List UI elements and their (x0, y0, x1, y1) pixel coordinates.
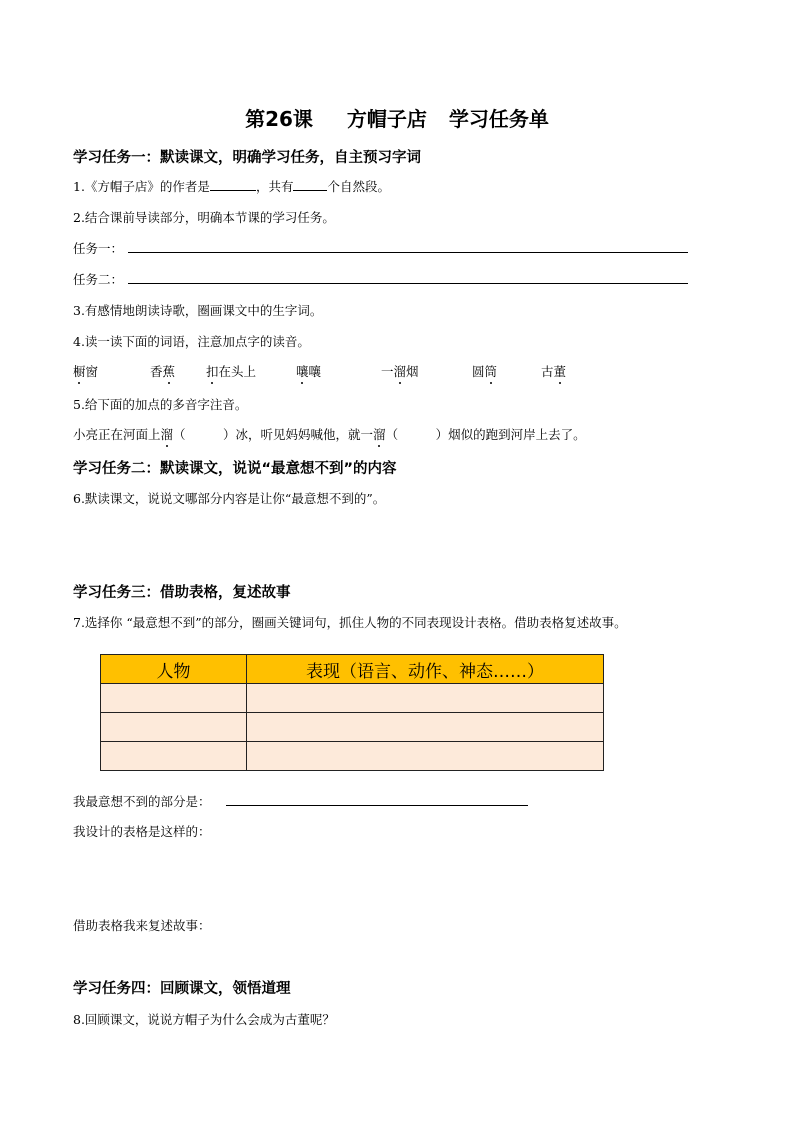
table-row (101, 713, 604, 742)
word-3-post: 在头上 (218, 364, 257, 379)
table-header-row (101, 655, 604, 684)
question-6: 6.默读课文，说说文哪部分内容是让你“最意想不到的”。 (73, 491, 386, 506)
page-title (0, 103, 794, 132)
question-5: 5.给下面的加点的多音字注音。 (73, 397, 248, 412)
word-5-post: 烟 (406, 364, 419, 379)
word-7 (541, 362, 566, 380)
lesson-name: 方帽子店 (346, 107, 427, 131)
q1-text-b: ，共有 (255, 179, 294, 194)
retell-label: 借助表格我来复述故事： (73, 918, 211, 933)
word-4-dotted-char: 嚷 (296, 364, 309, 379)
q5-sentence-part-b: （ ）冰，听见妈妈喊他，就一 (173, 427, 374, 442)
question-5-sentence (73, 425, 586, 443)
word-2 (150, 362, 175, 380)
question-4: 4.读一读下面的词语，注意加点字的读音。 (73, 334, 310, 349)
table-design-label: 我设计的表格是这样的： (73, 824, 211, 839)
task-one-answer-line[interactable] (128, 252, 688, 253)
table-cell[interactable] (247, 713, 604, 742)
author-blank[interactable] (210, 177, 256, 191)
word-5-pre: 一 (381, 364, 394, 379)
question-1 (73, 177, 390, 195)
word-2-pre: 香 (150, 364, 163, 379)
q5-dotted-char-2: 溜 (373, 427, 386, 442)
task-one-label: 任务一： (73, 241, 124, 256)
question-8: 8.回顾课文，说说方帽子为什么会成为古董呢？ (73, 1012, 335, 1027)
task3-heading: 学习任务三：借助表格，复述故事 (73, 585, 291, 601)
table-row (101, 742, 604, 771)
word-1 (73, 362, 98, 380)
word-7-pre: 古 (541, 364, 554, 379)
paragraph-count-blank[interactable] (293, 177, 327, 191)
word-2-dotted-char: 蕉 (162, 364, 176, 379)
word-4-post: 嚷 (308, 364, 322, 379)
table-cell[interactable] (101, 684, 247, 713)
sheet-name: 学习任务单 (448, 107, 549, 131)
character-table (100, 654, 604, 771)
task-two-label: 任务二： (73, 272, 124, 287)
lesson-number: 第26课 (245, 107, 313, 131)
table-cell[interactable] (101, 742, 247, 771)
word-3 (206, 362, 256, 380)
header-character: 人物 (101, 655, 247, 684)
task-two-answer-line[interactable] (128, 283, 688, 284)
q5-sentence-part-c: （ ）烟似的跑到河岸上去了。 (385, 427, 586, 442)
word-5-dotted-char: 溜 (393, 364, 407, 379)
unexpected-part-answer-line[interactable] (226, 805, 528, 806)
word-1-dotted-char: 橱 (73, 364, 86, 379)
word-6-pre: 圆 (472, 364, 485, 379)
table-cell[interactable] (247, 684, 604, 713)
q1-text-c: 个自然段。 (327, 179, 390, 194)
task2-heading: 学习任务二：默读课文，说说“最意想不到”的内容 (73, 461, 397, 477)
table-cell[interactable] (101, 713, 247, 742)
word-6-dotted-char: 筒 (484, 364, 498, 379)
word-5 (381, 362, 419, 380)
task4-heading: 学习任务四：回顾课文，领悟道理 (73, 981, 291, 997)
word-3-dotted-char: 扣 (206, 364, 219, 379)
q5-dotted-char-1: 溜 (160, 427, 174, 442)
q5-sentence-part-a: 小亮正在河面上 (73, 427, 161, 442)
table-row (101, 684, 604, 713)
task1-heading: 学习任务一：默读课文，明确学习任务，自主预习字词 (73, 150, 421, 166)
word-4 (296, 362, 321, 380)
word-1-post: 窗 (85, 364, 99, 379)
header-performance: 表现（语言、动作、神态……） (247, 655, 604, 684)
word-7-dotted-char: 董 (553, 364, 567, 379)
question-7: 7.选择你 “最意想不到”的部分，圈画关键词句，抓住人物的不同表现设计表格。借助表格复述故事。 (73, 615, 627, 630)
unexpected-part-label: 我最意想不到的部分是： (73, 794, 211, 809)
table-cell[interactable] (247, 742, 604, 771)
question-3: 3.有感情地朗读诗歌，圈画课文中的生字词。 (73, 303, 323, 318)
word-6 (472, 362, 497, 380)
q1-text-a: 1.《方帽子店》的作者是 (73, 179, 210, 194)
question-2: 2.结合课前导读部分，明确本节课的学习任务。 (73, 210, 335, 225)
